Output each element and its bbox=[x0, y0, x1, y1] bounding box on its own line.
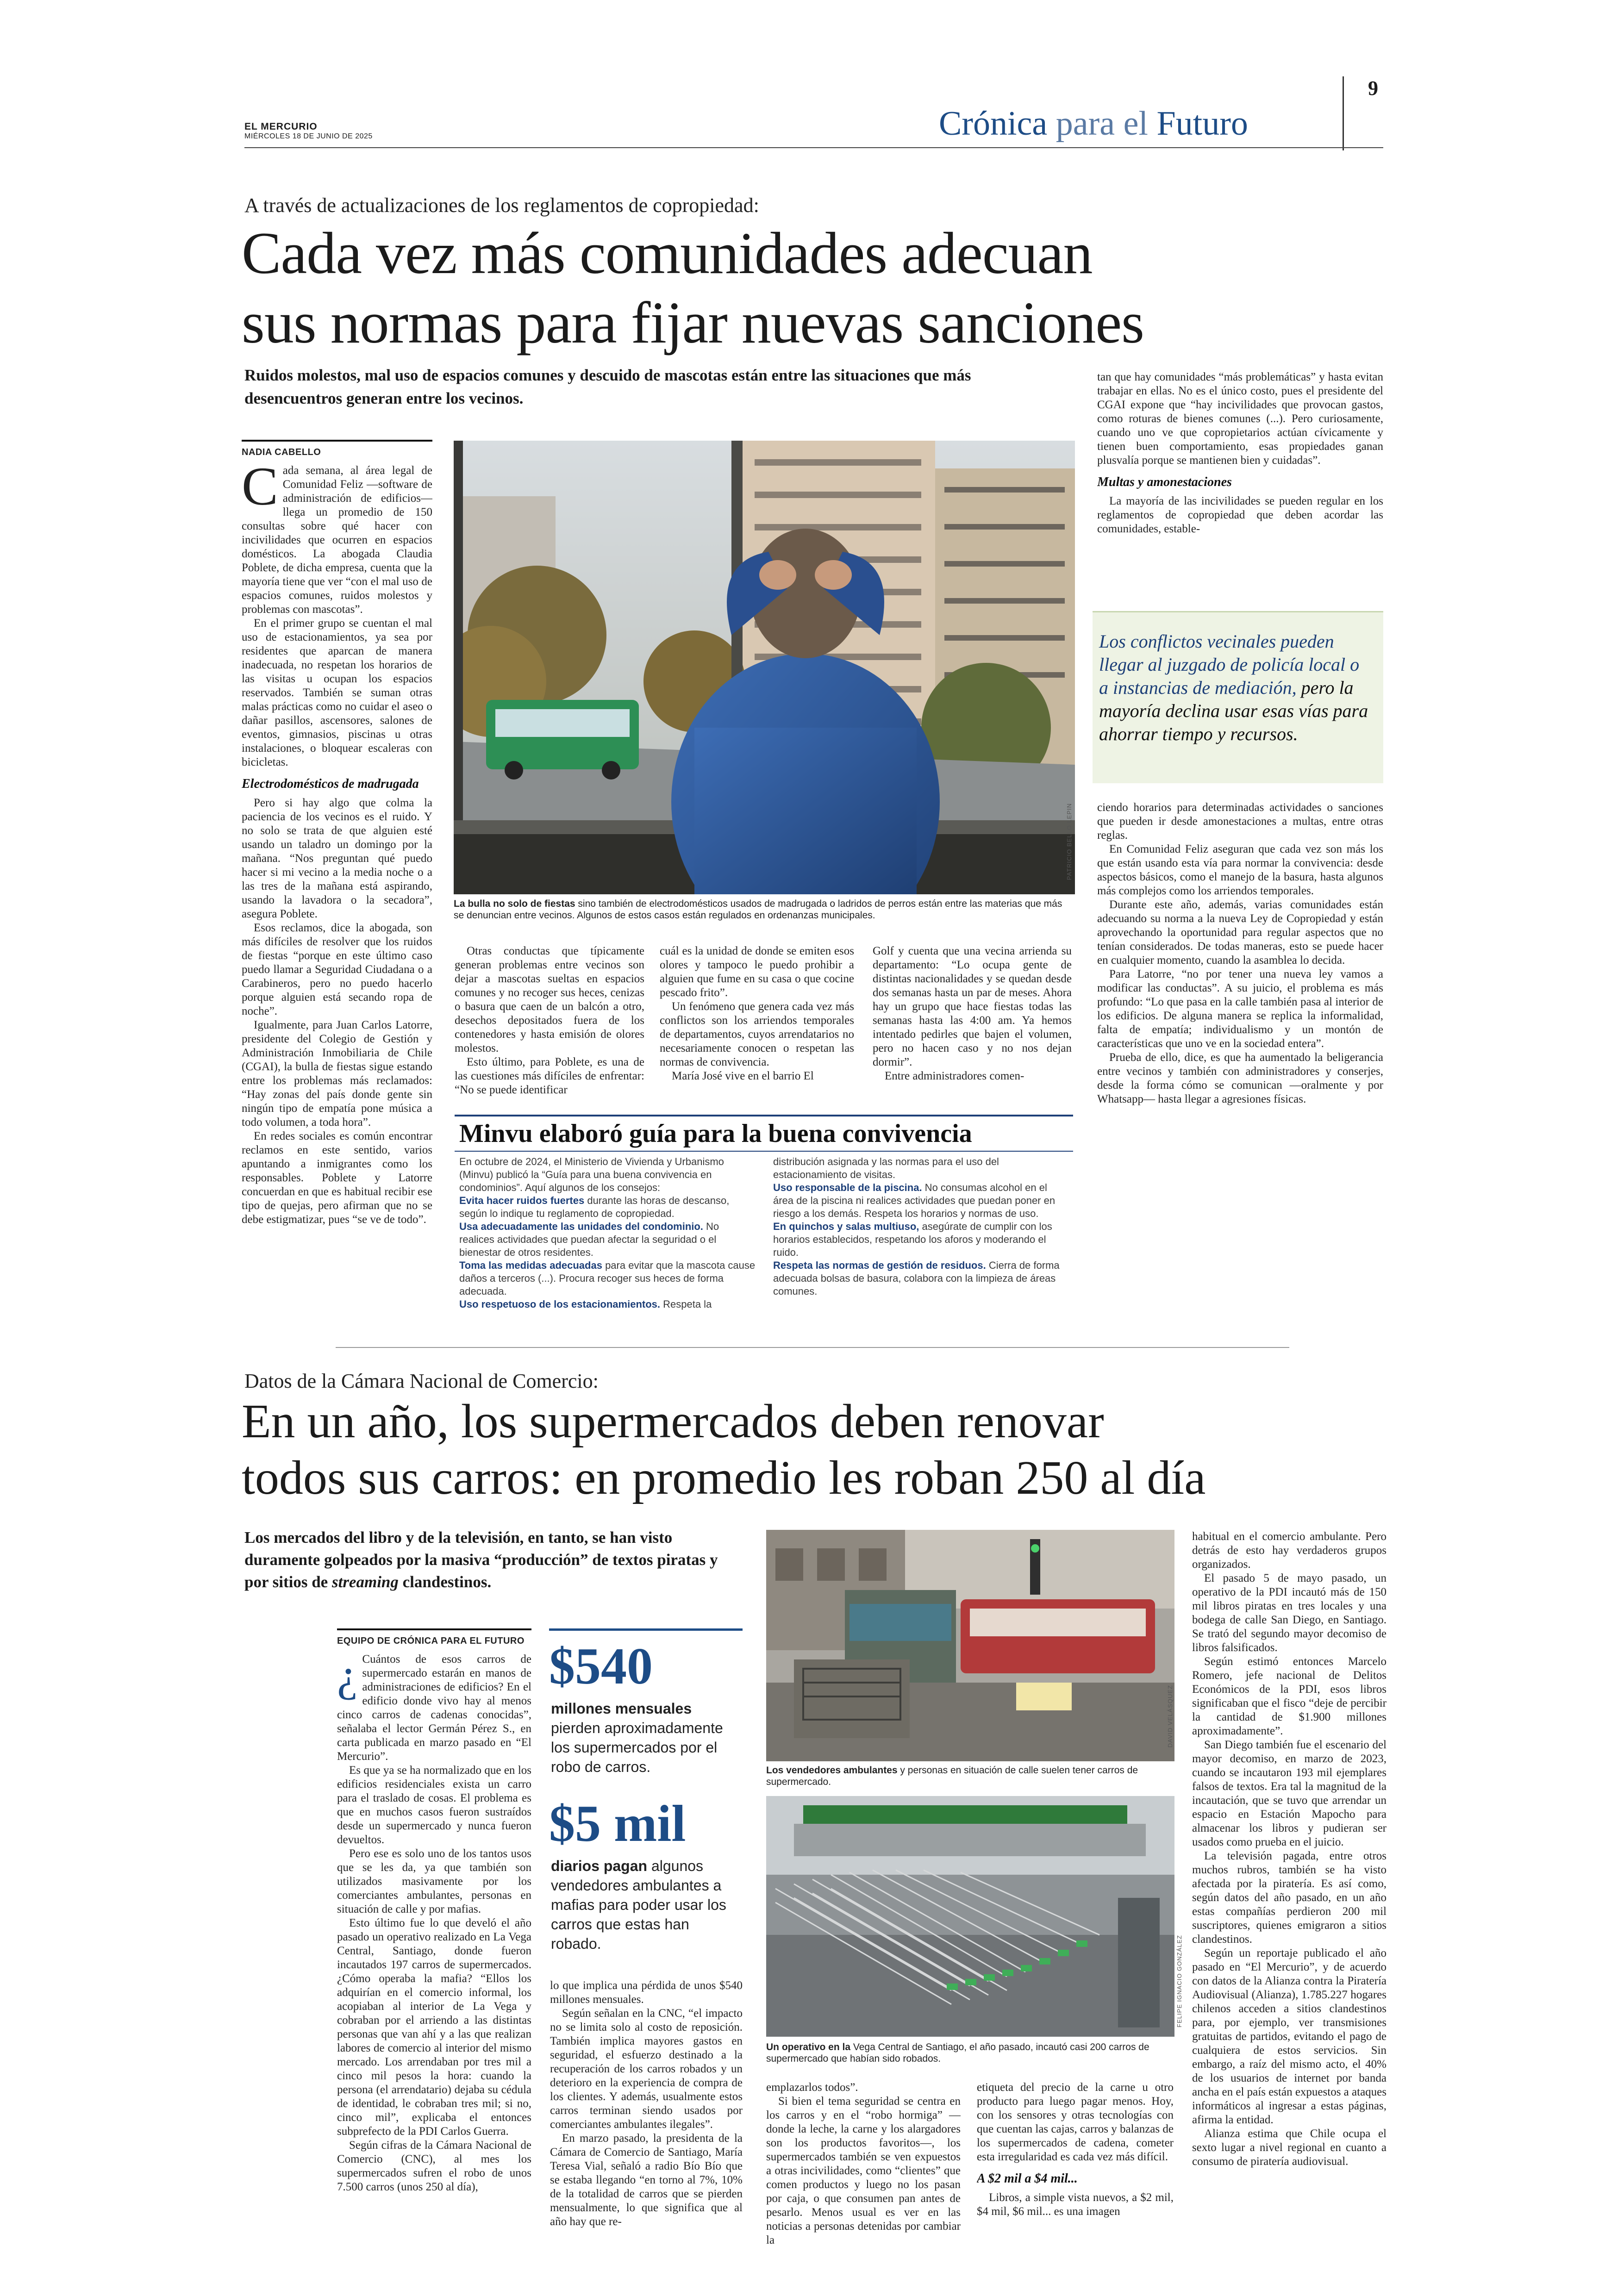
window-scene-illustration bbox=[454, 441, 1075, 894]
section-title-a: Crónica bbox=[939, 105, 1048, 143]
article1-paragraph: En Comunidad Feliz aseguran que cada vez son más los que están usando esta vía para normar la convivencia: desde aspectos básicos, como el manejo de la basura, hasta algunos más complejos como los arriendos temporales. bbox=[1097, 843, 1383, 897]
header-vertical-rule bbox=[1343, 76, 1344, 150]
minvu-tip: Evita hacer ruidos fuertes durante las horas de descanso, según lo indique tu reglamento de copropiedad. bbox=[459, 1195, 730, 1219]
stat-1-text bbox=[551, 1699, 741, 1777]
article1-paragraph: En redes sociales es común encontrar reclamos en este sentido, varios apuntando a inmigrantes como los responsables. Poblete y Latorre concuerdan en que es habitual recibir ese tipo de quejas, pero afirman que no se debe estigmatizar, pues “se ve de todo”. bbox=[242, 1130, 432, 1226]
seized-carts-illustration bbox=[766, 1796, 1174, 2037]
article1-column-1 bbox=[242, 440, 432, 1319]
article2-column-2 bbox=[550, 1979, 743, 2252]
pullquote-rest: pero la mayoría declina usar esas vías para ahorrar tiempo y recursos. bbox=[1099, 677, 1368, 744]
article2-photo-1-caption-text: y personas en situación de calle suelen tener carros de supermercado. bbox=[766, 1765, 1138, 1787]
article2-paragraph: En marzo pasado, la presidenta de la Cámara de Comercio de Santiago, María Teresa Vial, señaló a radio Bío Bío que se estaba llegando “en torno al 7%, 10% de la totalidad de carros que se pierden mensualmente, lo que significa que al año hay que re- bbox=[550, 2132, 743, 2228]
section-title bbox=[939, 103, 1248, 144]
article1-column-2 bbox=[455, 944, 644, 1106]
section-title-c: Futuro bbox=[1156, 105, 1248, 143]
article1-column-4 bbox=[873, 944, 1072, 1106]
article1-pullquote bbox=[1093, 611, 1383, 783]
minvu-box-top-rule bbox=[455, 1115, 1073, 1116]
article2-paragraph: Alianza estima que Chile ocupa el sexto lugar a nivel regional en cuanto a consumo de piratería audiovisual. bbox=[1192, 2127, 1387, 2168]
minvu-tip: Uso responsable de la piscina. No consumas alcohol en el área de la piscina ni realices actividades que puedan poner en riesgo a los demás. Respeta los horarios y normas de uso. bbox=[773, 1182, 1056, 1219]
article1-column-3 bbox=[660, 944, 854, 1106]
article1-headline-line1: Cada vez más comunidades adecuan bbox=[242, 220, 1093, 286]
article1-paragraph: Para Latorre, “no por tener una nueva ley vamos a modificar las conductas”. A su juicio, el problema es más profundo: “Lo que pasa en la calle también pasa al interior de los edificios. De alguna manera se replica la informalidad, falta de empatía; individualismo y un montón de características que uno ve en la sociedad entera”. bbox=[1097, 968, 1383, 1050]
article2-photo-2 bbox=[766, 1796, 1174, 2037]
article1-headline-line2: sus normas para fijar nuevas sanciones bbox=[242, 290, 1144, 355]
article2-deck-part4: clandestinos. bbox=[398, 1573, 492, 1591]
article1-paragraph: Otras conductas que típicamente generan problemas entre vecinos son dejar a mascotas sueltas en espacios comunes y no recoger sus heces, cenizas o basura que caen de un balcón a otro, desechos depositados fuera de los contenedores y hasta emisión de olores molestos. bbox=[455, 945, 644, 1054]
minvu-tip: Respeta las normas de gestión de residuos. Cierra de forma adecuada bolsas de basura, colabora con la limpieza de áreas comunes. bbox=[773, 1260, 1060, 1297]
stat-1-value: $540 bbox=[549, 1638, 653, 1695]
article2-paragraph: Esto último fue lo que develó el año pasado un operativo realizado en La Vega Central, Santiago, donde fueron incautados 197 carros de supermercados. ¿Cómo operaba la mafia? “Ellos los adquirían en el comercio informal, los acopiaban al interior de La Vega y cobraban por el arriendo a las distintas personas que van ahí y a las que realizan labores de comercio al interior del mismo mercado. Los arrendaban por tres mil a cinco mil pesos la hora: cuando la persona (el arrendatario) dejaba su cédula de identidad, le cobraban tres mil; si no, cinco mil”, explicaba el entonces subprefecto de la PDI Carlos Guerra. bbox=[337, 1917, 531, 2138]
article1-paragraph: Golf y cuenta que una vecina arrienda su departamento: “Lo ocupa gente de distintas nacionalidades y se quedan desde dos semanas hasta un par de meses. Ahora hay un grupo que hace fiestas todas las semanas hasta las 4:00 am. Ya hemos intentado pedirles que bajen el volumen, pero no hacen caso y no nos dejan dormir”. bbox=[873, 945, 1072, 1068]
article2-photo-2-caption-text: Vega Central de Santiago, el año pasado, incautó casi 200 carros de supermercado que habían sido robados. bbox=[766, 2042, 1149, 2064]
article2-deck bbox=[244, 1527, 744, 1593]
minvu-box-title-rule bbox=[455, 1151, 1073, 1152]
article2-headline-line1: En un año, los supermercados deben renovar bbox=[242, 1395, 1104, 1448]
article2-paragraph: lo que implica una pérdida de unos $540 millones mensuales. bbox=[550, 1979, 743, 2006]
article1-paragraph: La mayoría de las incivilidades se pueden regular en los reglamentos de copropiedad que deben acordar las comunidades, estable- bbox=[1097, 495, 1383, 535]
stats-top-rule bbox=[549, 1628, 743, 1631]
article1-paragraph: Igualmente, para Juan Carlos Latorre, presidente del Colegio de Gestión y Administración Inmobiliaria de Chile (CGAI), la bulla de fiestas sigue estando entre los problemas más reclamados: “Hay zonas del país donde gente sin ningún tipo de empatía pone música a todo volumen, a toda hora”. bbox=[242, 1019, 432, 1129]
article2-column-5 bbox=[1192, 1530, 1387, 2252]
article2-paragraph: Pero ese es solo uno de los tantos usos que se les da, ya que también son utilizados masivamente por los comerciantes ambulantes, personas en situación de calle y por mafias. bbox=[337, 1847, 531, 1915]
street-vendors-illustration bbox=[766, 1530, 1174, 1761]
article-separator bbox=[336, 1347, 1289, 1348]
article2-paragraph: La televisión pagada, entre otros muchos rubros, también se ha visto afectada por la piratería. Es así como, según datos del año pasado, en un año estas compañías perdieron 200 mil suscriptores, quienes emigraron a sitios clandestinos. bbox=[1192, 1850, 1387, 1946]
minvu-tip: En quinchos y salas multiuso, asegúrate de cumplir con los horarios establecidos, respetando los aforos y moderando el ruido. bbox=[773, 1221, 1052, 1258]
page-number: 9 bbox=[1368, 77, 1378, 100]
article1-paragraph: tan que hay comunidades “más problemáticas” y hasta evitan trabajar en ellas. No es el único costo, pues el presidente del CGAI expone que “hay incivilidades que provocan gastos, como roturas de bienes comunes (...). Pero curiosamente, cuando uno ve que copropietarios actúan cívicamente y tienen buen comportamiento, esas propiedades ganan plusvalía porque se mantienen bien y cuidadas”. bbox=[1097, 371, 1383, 467]
newspaper-name: EL MERCURIO bbox=[244, 121, 318, 132]
article1-subhead-2: Multas y amonestaciones bbox=[1097, 475, 1232, 489]
stat-2-value: $5 mil bbox=[549, 1795, 686, 1852]
article1-deck: Ruidos molestos, mal uso de espacios comunes y descuido de mascotas están entre las situaciones que más desencuentros generan entre los vecinos. bbox=[244, 366, 971, 407]
article1-photo-credit: PATRICIO BELLO LEPIN bbox=[1066, 803, 1073, 880]
article2-paragraph: Según estimó entonces Marcelo Romero, jefe nacional de Delitos Económicos de la PDI, esos libros significaban que el fisco “deje de percibir la cantidad de $1.900 millones aproximadamente”. bbox=[1192, 1655, 1387, 1737]
article1-photo-caption-text: sino también de electrodomésticos usados de madrugada o ladridos de perros están entre las materias que más se denuncian entre vecinos. Algunos de estos casos están regulados en ordenanzas municipales. bbox=[454, 898, 1062, 921]
minvu-tip: Usa adecuadamente las unidades del condominio. No realices actividades que puedan afectar la seguridad o el bienestar de otros residentes. bbox=[459, 1221, 719, 1258]
article1-column-5-bottom bbox=[1097, 801, 1383, 1324]
article1-paragraph: Esto último, para Poblete, es una de las cuestiones más difíciles de enfrentar: “No se puede identificar bbox=[455, 1056, 644, 1096]
stat-1-bold: millones mensuales bbox=[551, 1700, 692, 1717]
stat-2-bold: diarios pagan bbox=[551, 1858, 648, 1874]
article2-paragraph: Libros, a simple vista nuevos, a $2 mil, $4 mil, $6 mil... es una imagen bbox=[977, 2191, 1174, 2218]
article1-paragraph: ada semana, al área legal de Comunidad Feliz —software de administración de edificios— llega un promedio de 150 consultas sobre qué hacer con incivilidades que ocurren en espacios domésticos. La abogada Claudia Poblete, de dicha empresa, cuenta que la mayoría tiene que ver “con el mal uso de espacios comunes, ruidos molestos y problemas con mascotas”. bbox=[242, 464, 432, 616]
article1-kicker: A través de actualizaciones de los reglamentos de copropiedad: bbox=[244, 194, 759, 217]
article2-deck-part1: Los mercados del libro y de la televisión, en tanto, se han visto duramente golpeados por la masiva “producción” bbox=[244, 1528, 673, 1569]
article2-paragraph: Según señalan en la CNC, “el impacto no se limita solo al costo de reposición. También implica mayores gastos en seguridad, el esfuerzo destinado a la recuperación de los carros robados y un deterioro en la experiencia de compra de los clientes. Y además, usualmente estos carros terminan siendo usados por comerciantes ambulantes ilegales”. bbox=[550, 2007, 743, 2131]
minvu-box-right bbox=[773, 1155, 1069, 1322]
article2-drop-cap: ¿ bbox=[337, 1649, 358, 1701]
article1-paragraph: María José vive en el barrio El bbox=[672, 1070, 814, 1082]
article2-column-4 bbox=[977, 2081, 1174, 2252]
article2-photo-2-caption-bold: Un operativo en la bbox=[766, 2042, 851, 2052]
article1-subhead-1: Electrodomésticos de madrugada bbox=[242, 777, 419, 791]
article2-paragraph: emplazarlos todos”. bbox=[766, 2081, 858, 2094]
article2-paragraph: Si bien el tema seguridad se centra en los carros y en el “robo hormiga” —donde la leche, la carne y los alargadores son los productos favoritos—, los supermercados también se ven expuestos a otras incivilidades, como “clientes” que comen productos y luego no los pasan por caja, o que consumen pan antes de pesarlo. Menos usual es ver en las noticias a personas detenidas por cambiar la bbox=[766, 2095, 961, 2246]
article2-paragraph: San Diego también fue el escenario del mayor decomiso, en marzo de 2023, cuando se incautaron 193 mil ejemplares falsos de textos. Era tal la magnitud de la incautación, que se tuvo que arrendar un espacio en Estación Mapocho para almacenar los libros y pudieran ser usados como prueba en el juicio. bbox=[1192, 1739, 1387, 1848]
article1-column-5-top bbox=[1097, 370, 1383, 546]
minvu-tip: Uso respetuoso de los estacionamientos. Respeta la bbox=[459, 1298, 712, 1310]
section-title-b: para el bbox=[1056, 105, 1148, 143]
article2-photo-1-caption-bold: Los vendedores ambulantes bbox=[766, 1765, 898, 1776]
article2-paragraph: etiqueta del precio de la carne u otro producto para luego pagar menos. Hoy, con los sensores y otras tecnologías con que cuentan las cajas, carros y balanzas de los supermercados de cadena, cometer esta irregularidad es cada vez más difícil. bbox=[977, 2081, 1174, 2163]
header-rule bbox=[244, 147, 1383, 148]
article2-paragraph: Según cifras de la Cámara Nacional de Comercio (CNC), al mes los supermercados sufren el robo de unos 7.500 carros (unos 250 al día), bbox=[337, 2139, 531, 2193]
minvu-tip: En octubre de 2024, el Ministerio de Vivienda y Urbanismo (Minvu) publicó la “Guía para una buena convivencia en condominios”. Aquí algunos de los consejos: bbox=[459, 1156, 724, 1193]
article2-photo-2-caption bbox=[766, 2041, 1174, 2064]
stat-1-rest: pierden aproximadamente los supermercados por el robo de carros. bbox=[551, 1720, 723, 1775]
article2-photo-1-caption bbox=[766, 1765, 1174, 1788]
article1-paragraph: Prueba de ello, dice, es que ha aumentado la beligerancia entre vecinos y también con administradores y conserjes, desde la forma cómo se comunican —oralmente y por Whatsapp— hasta llegar a agresiones físicas. bbox=[1097, 1051, 1383, 1105]
article2-byline: EQUIPO DE CRÓNICA PARA EL FUTURO bbox=[337, 1628, 531, 1648]
article1-paragraph: Entre administradores comen- bbox=[885, 1070, 1024, 1082]
article1-paragraph: Un fenómeno que genera cada vez más conflictos son los arriendos temporales de departamentos, cuyos arrendatarios no necesariamente conocen o respetan las normas de convivencia. bbox=[660, 1000, 854, 1068]
article1-photo-caption-bold: La bulla no solo de fiestas bbox=[454, 898, 575, 909]
article2-headline-line2: todos sus carros: en promedio les roban 250 al día bbox=[242, 1451, 1206, 1504]
article1-byline: NADIA CABELLO bbox=[242, 440, 432, 459]
article1-drop-cap: C bbox=[242, 456, 278, 517]
article2-deck-part2: de textos piratas y por sitios de bbox=[244, 1551, 718, 1591]
article2-paragraph: habitual en el comercio ambulante. Pero detrás de esto hay verdaderos grupos organizados. bbox=[1192, 1530, 1387, 1571]
issue-date: MIÉRCOLES 18 DE JUNIO DE 2025 bbox=[244, 132, 373, 140]
article1-paragraph: En el primer grupo se cuentan el mal uso de estacionamientos, ya sea por residentes que aparcan de manera inadecuada, no respetan los horarios de las visitas u ocupan los espacios reservados. También se suman otras malas prácticas como no cuidar el aseo o dañar pasillos, ascensores, salones de eventos, gimnasios, piscinas u otras instalaciones, o bloquear escaleras con bicicletas. bbox=[242, 617, 432, 768]
stat-2-text bbox=[551, 1856, 741, 1953]
article2-column-1 bbox=[337, 1628, 531, 2249]
article1-paragraph: Pero si hay algo que colma la paciencia de los vecinos es el ruido. Y no solo se trata de que alguien esté usando un taladro un domingo por la mañana. “Nos preguntan qué puedo hacer si mi vecino a la media noche o a las tres de la mañana está aspirando, usando la lavadora o la secadora”, asegura Poblete. bbox=[242, 797, 432, 920]
minvu-box-left bbox=[459, 1155, 756, 1322]
article2-paragraph: Es que ya se ha normalizado que en los edificios residenciales exista un carro para el traslado de cosas. El problema es que en muchos casos fueron sustraídos desde un supermercado y nunca fueron devueltos. bbox=[337, 1764, 531, 1846]
article2-photo-1 bbox=[766, 1530, 1174, 1761]
article1-paragraph: Esos reclamos, dice la abogada, son más difíciles de resolver que los ruidos de fiestas “porque en este último caso puedo llamar a Seguridad Ciudadana o a Carabineros, pero no puedo hacerlo porque alguien está secando ropa de noche”. bbox=[242, 922, 432, 1017]
article1-paragraph: ciendo horarios para determinadas actividades o sanciones que pueden ir desde amonestaciones a multas, entre otras reglas. bbox=[1097, 801, 1383, 842]
article1-paragraph: Durante este año, además, varias comunidades están adecuando su norma a la nueva Ley de Copropiedad y están aprovechando la oportunidad para regular aspectos que no tenían considerados. De todas maneras, esto se puede hacer en cualquier momento, cuando la asamblea lo decida. bbox=[1097, 898, 1383, 967]
article2-kicker: Datos de la Cámara Nacional de Comercio: bbox=[244, 1370, 599, 1392]
article2-deck-italic: streaming bbox=[331, 1573, 399, 1591]
article2-photo-2-credit: FELIPE IGNACIO GONZÁLEZ bbox=[1176, 1935, 1183, 2027]
article2-paragraph: El pasado 5 de mayo pasado, un operativo de la PDI incautó más de 150 mil libros piratas en tres locales y una bodega de calle San Diego, en Santiago. Se trató del segundo mayor decomiso de libros falsificados. bbox=[1192, 1572, 1387, 1654]
pullquote-lead: Los conflictos vecinales pueden llegar al juzgado de policía local o a instancias de mediación, bbox=[1099, 631, 1360, 698]
article2-paragraph: Según un reportaje publicado el año pasado en “El Mercurio”, y de acuerdo con datos de la Alianza contra la Piratería Audiovisual (Alianza), 1.785.227 hogares chilenos acceden a sitios clandestinos para, por ejemplo, ver transmisiones gratuitas de partidos, evitando el pago de cualquiera de estos servicios. Sin embargo, a raíz del mismo acto, el 40% de los usuarios de internet por banda ancha en el país están expuestos a ataques informáticos al ingresar a estas páginas, afirma la entidad. bbox=[1192, 1947, 1387, 2126]
article2-column-3 bbox=[766, 2081, 961, 2252]
minvu-tip: distribución asignada y las normas para el uso del estacionamiento de visitas. bbox=[773, 1156, 999, 1180]
article1-paragraph: cuál es la unidad de donde se emiten esos olores y tampoco le puedo prohibir a alguien que fume en su casa o que cocine pescado frito”. bbox=[660, 945, 854, 999]
minvu-box-title: Minvu elaboró guía para la buena convivencia bbox=[459, 1119, 972, 1148]
article1-photo bbox=[454, 441, 1075, 894]
article2-subhead: A $2 mil a $4 mil... bbox=[977, 2171, 1078, 2186]
stat-2-rest: algunos vendedores ambulantes a mafias para poder usar los carros que estas han robado. bbox=[551, 1858, 726, 1952]
article1-photo-caption bbox=[454, 898, 1065, 921]
article2-paragraph: Cuántos de esos carros de supermercado estarán en manos de administraciones de edificios? En el edificio donde vivo hay al menos cinco carros de cadenas conocidas”, señalaba el lector Germán Pérez S., en carta publicada en marzo pasado en “El Mercurio”. bbox=[337, 1653, 531, 1763]
minvu-tip: Toma las medidas adecuadas para evitar que la mascota cause daños a terceros (...). Procura recoger sus heces de forma adecuada. bbox=[459, 1260, 756, 1297]
article2-photo-1-credit: DAVID VELÁSQUEZ bbox=[1167, 1685, 1174, 1748]
